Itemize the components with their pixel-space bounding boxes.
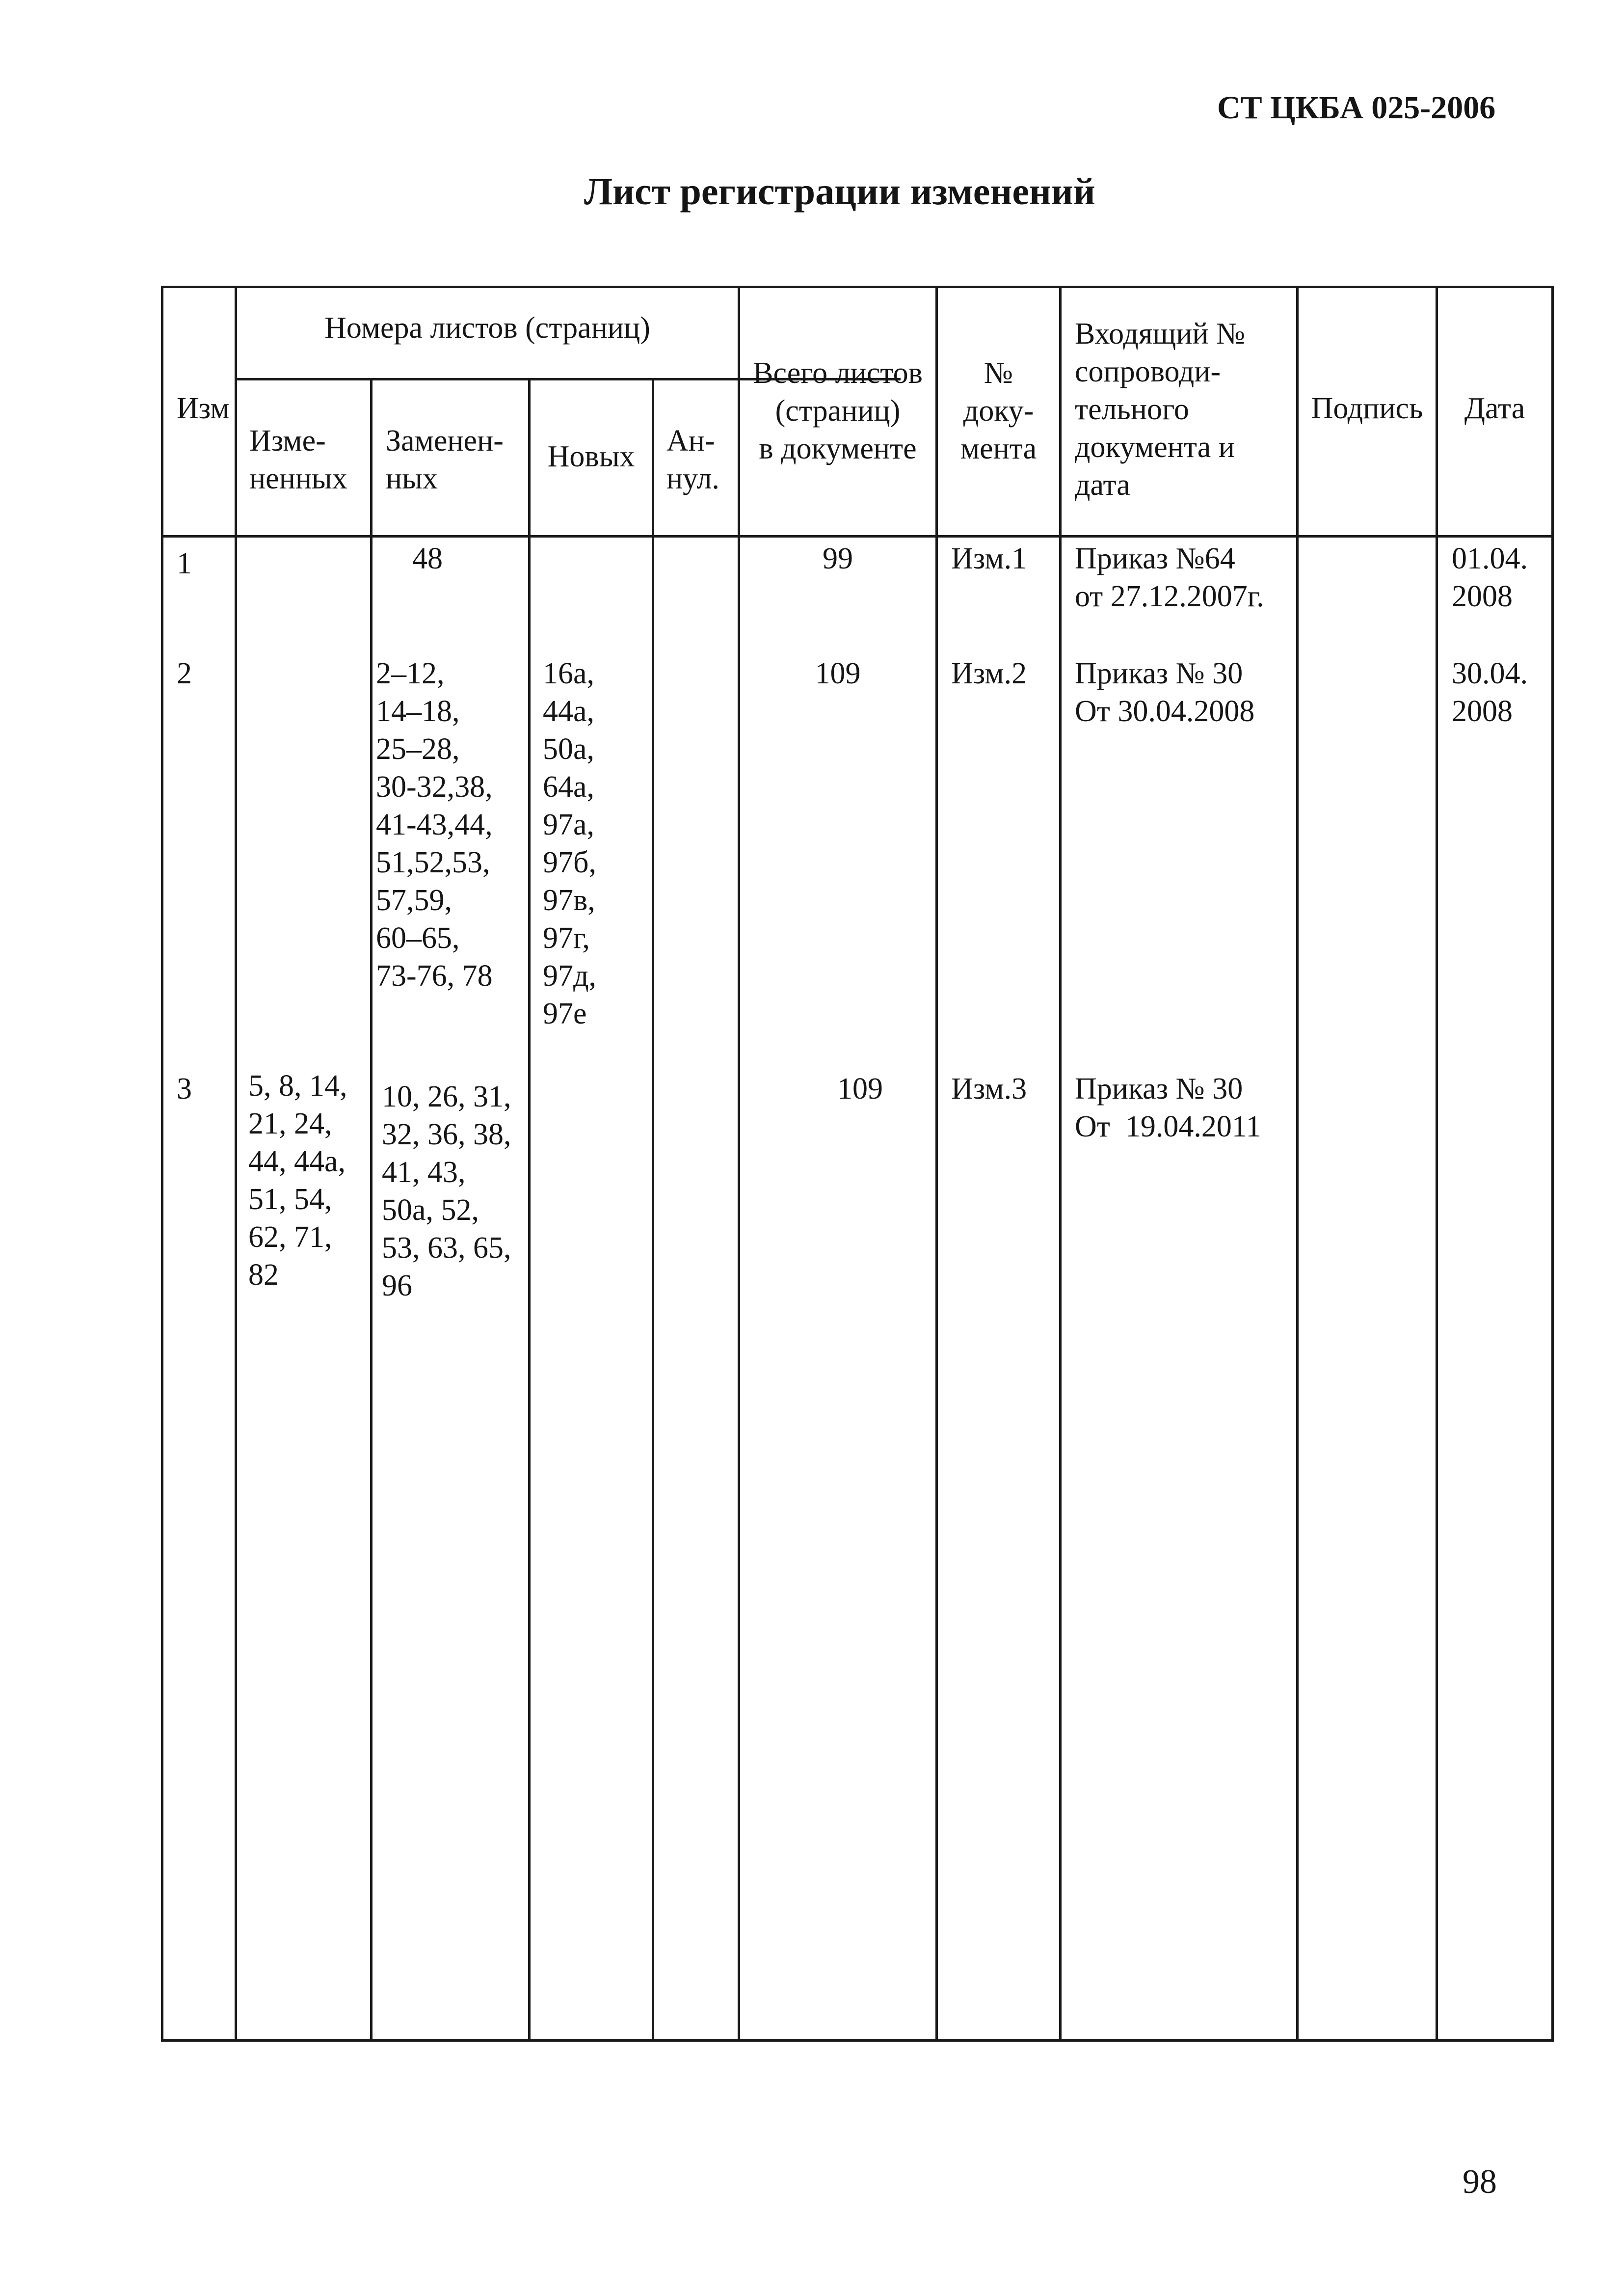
row-2-document-no: Изм.2 <box>951 657 1027 690</box>
column-divider <box>1296 286 1299 2042</box>
row-1-replaced: 48 <box>412 542 443 575</box>
header-change-no: Изм <box>177 392 230 425</box>
row-3-changed: 5, 8, 14, 21, 24, 44, 44а, 51, 54, 62, 71, 82 <box>248 1069 347 1292</box>
header-sheet-numbers: Номера листов (страниц) <box>324 311 650 345</box>
header-cancelled: Ан- нул. <box>666 424 719 495</box>
column-divider <box>935 286 938 2042</box>
row-2-replaced: 2–12, 14–18, 25–28, 30-32,38, 41-43,44, 51,52,53, 57,59, 60–65, 73-76, 78 <box>376 657 493 993</box>
row-1-document-no: Изм.1 <box>951 542 1027 575</box>
header-replaced: Заменен- ных <box>386 424 504 495</box>
header-incoming-document: Входящий № сопроводи- тельного документа и дата <box>1075 317 1246 502</box>
header-changed: Изме- ненных <box>249 424 347 495</box>
document-code: СТ ЦКБА 025-2006 <box>1217 90 1496 126</box>
row-2-total: 109 <box>815 657 861 690</box>
column-divider <box>1436 286 1438 2042</box>
row-2-change-no: 2 <box>177 657 192 690</box>
row-1-total: 99 <box>823 542 853 575</box>
column-divider <box>528 378 531 2042</box>
page-title: Лист регистрации изменений <box>584 170 1095 213</box>
column-divider <box>652 378 654 2042</box>
row-3-total: 109 <box>837 1072 883 1106</box>
row-1-change-no: 1 <box>177 547 192 580</box>
row-3-change-no: 3 <box>177 1072 192 1106</box>
row-2-new: 16а, 44а, 50а, 64а, 97а, 97б, 97в, 97г, 97д, 97е <box>543 657 597 1030</box>
column-divider <box>1551 286 1554 2042</box>
header-total-sheets: Всего листов (страниц) в документе <box>753 356 923 465</box>
table-top-border <box>161 286 1554 288</box>
row-1-date: 01.04. 2008 <box>1452 542 1528 613</box>
page-number: 98 <box>1463 2163 1497 2201</box>
row-2-date: 30.04. 2008 <box>1452 657 1528 728</box>
row-3-replaced: 10, 26, 31, 32, 36, 38, 41, 43, 50а, 52, 53, 63, 65, 96 <box>382 1080 511 1302</box>
column-divider <box>235 286 237 2042</box>
header-new: Новых <box>547 440 635 473</box>
column-divider <box>1059 286 1062 2042</box>
column-divider <box>370 378 372 2042</box>
header-date: Дата <box>1464 392 1525 425</box>
row-2-incoming: Приказ № 30 От 30.04.2008 <box>1075 657 1255 728</box>
row-3-incoming: Приказ № 30 От 19.04.2011 <box>1075 1072 1261 1143</box>
row-1-incoming: Приказ №64 от 27.12.2007г. <box>1075 542 1264 613</box>
header-document-no: № доку- мента <box>960 356 1037 465</box>
header-signature: Подпись <box>1311 392 1423 425</box>
column-divider <box>161 286 163 2042</box>
row-3-document-no: Изм.3 <box>951 1072 1027 1106</box>
change-registration-table <box>161 286 1554 2042</box>
